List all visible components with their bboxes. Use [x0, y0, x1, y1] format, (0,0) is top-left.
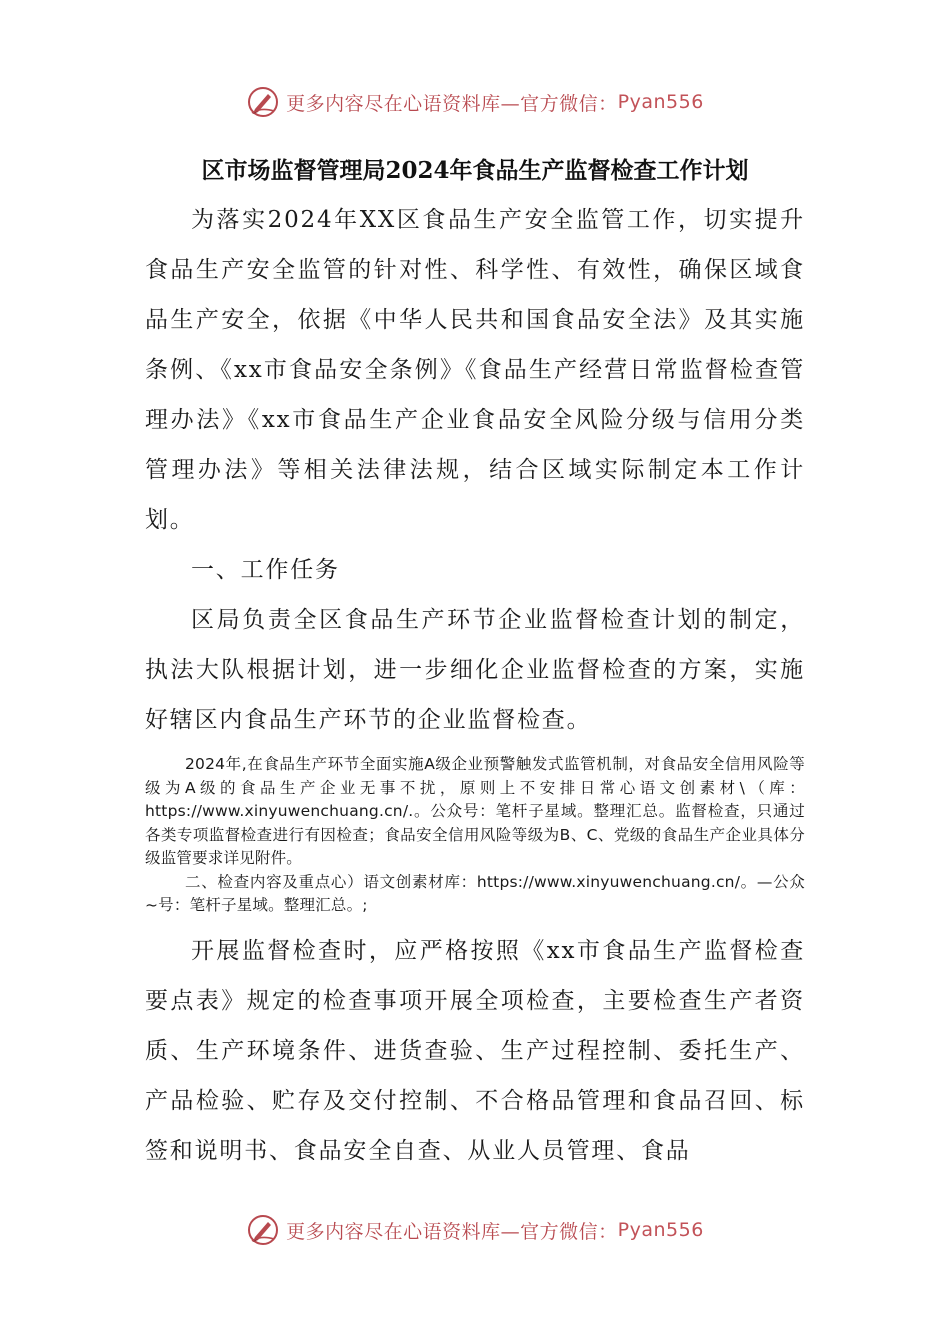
small-paragraph-2: 二、检查内容及重点心）语文创素材库：https://www.xinyuwenchuang.cn/。—公众~号：笔杆子星域。整理汇总。; [145, 872, 805, 914]
pen-logo-icon [246, 1213, 280, 1247]
footer-banner [0, 1210, 950, 1250]
intro-paragraph: 为落实2024年XX区食品生产安全监管工作，切实提升食品生产安全监管的针对性、科学性、有效性，确保区域食品生产安全，依据《中华人民共和国食品安全法》及其实施条例、《xx市食品安全条例》《食品生产经营日常监督检查管理办法》《xx市食品生产企业食品安全风险分级与信用分类管理办法》等相关法律法规，结合区域实际制定本工作计划。 [145, 207, 805, 533]
footer-wechat-id: Pyan556 [617, 1219, 704, 1241]
small-paragraph-1: 2024年,在食品生产环节全面实施A级企业预警触发式监管机制，对食品安全信用风险等级为A级的食品生产企业无事不扰，原则上不安排日常心语文创素材\（库：https://www.xinyuwenchuang.cn/.。公众号：笔杆子星域。整理汇总。监督检查，只通过各类专项监督检查进行有因检查；食品安全信用风险等级为B、C、党级的食品生产企业具体分级监管要求详见附件。 [145, 755, 805, 867]
section2-paragraph: 开展监督检查时，应严格按照《xx市食品生产监督检查要点表》规定的检查事项开展全项检查，主要检查生产者资质、生产环境条件、进货查验、生产过程控制、委托生产、产品检验、贮存及交付控制、不合格品管理和食品召回、标签和说明书、食品安全自查、从业人员管理、食品 [145, 937, 805, 1164]
section1-paragraph: 区局负责全区食品生产环节企业监督检查计划的制定，执法大队根据计划，进一步细化企业监督检查的方案，实施好辖区内食品生产环节的企业监督检查。 [145, 607, 805, 733]
banner-text: 更多内容尽在心语资料库—官方微信： [286, 92, 618, 115]
document-title: 区市场监督管理局2024年食品生产监督检查工作计划 [201, 157, 749, 184]
section-heading-1: 一、工作任务 [191, 557, 340, 583]
document-body [145, 195, 805, 1176]
header-banner [0, 82, 950, 122]
small-text-block [145, 753, 805, 918]
banner-wechat-id: Pyan556 [617, 91, 704, 113]
pen-logo-icon [246, 85, 280, 119]
footer-banner-text: 更多内容尽在心语资料库—官方微信： [286, 1220, 618, 1243]
